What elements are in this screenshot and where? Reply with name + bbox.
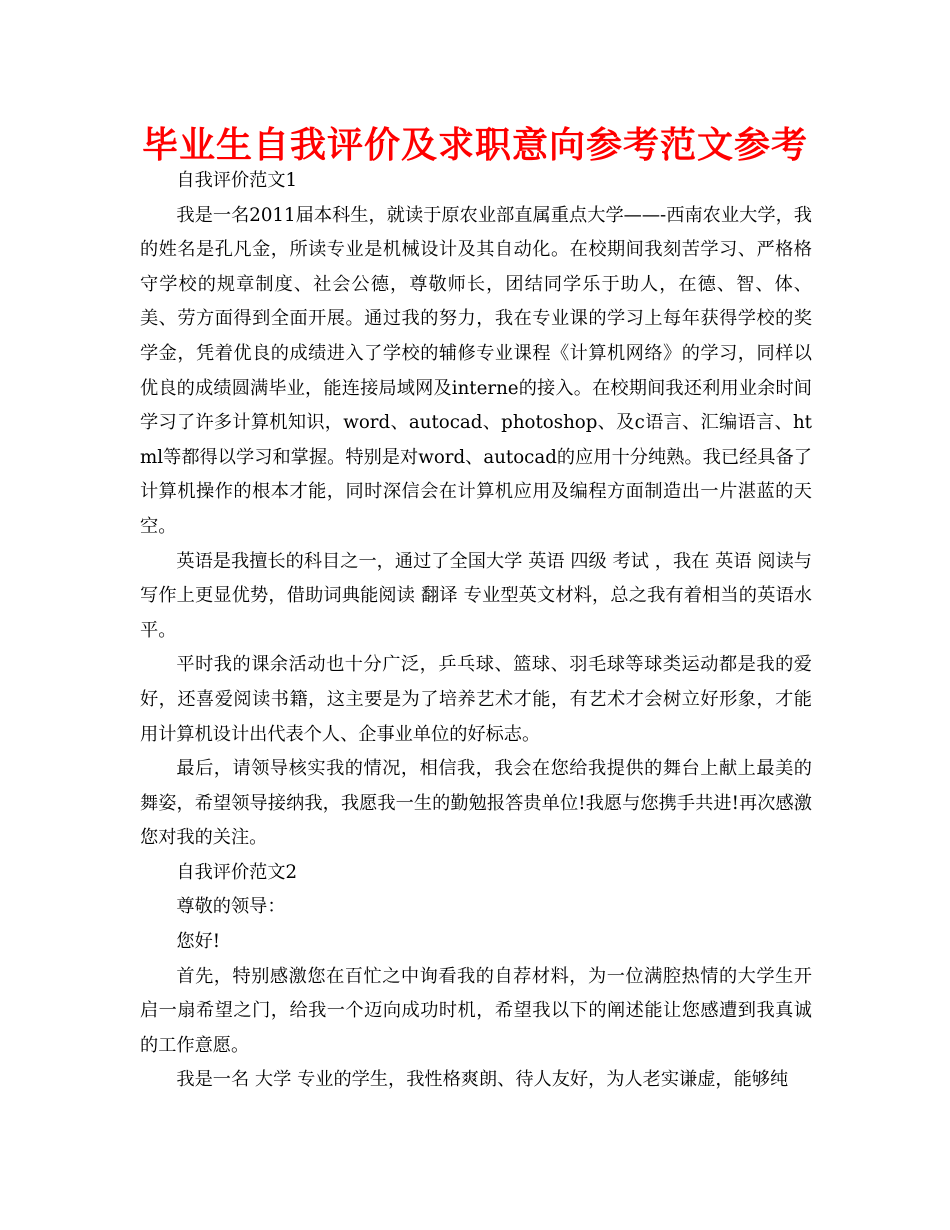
paragraph-intro: 我是一名2011届本科生，就读于原农业部直属重点大学——-西南农业大学，我的姓名是孔凡金，所读专业是机械设计及其自动化。在校期间我刻苦学习、严格格守学校的规章制度、社会公德，尊敬师长，团结同学乐于助人，在德、智、体、美、劳方面得到全面开展。通过我的努力，我在专业课的学习上每年获得学校的奖学金，凭着优良的成绩进入了学校的辅修专业课程《计算机网络》的学习，同样以优良的成绩圆满毕业，能连接局域网及interne的接入。在校期间我还利用业余时间学习了许多计算机知识，word、autocad、photoshop、及c语言、汇编语言、html等都得以学习和掌握。特别是对word、autocad的应用十分纯熟。我已经具备了计算机操作的根本才能，同时深信会在计算机应用及编程方面制造出一片湛蓝的天空。 xyxy=(140,204,812,537)
paragraph-thanks: 首先，特别感激您在百忙之中询看我的自荐材料，为一位满腔热情的大学生开启一扇希望之门，给我一个迈向成功时机，希望我以下的阐述能让您感遭到我真诚的工作意愿。 xyxy=(140,965,812,1056)
section-heading-2: 自我评价范文2 xyxy=(176,861,298,883)
section-heading-1: 自我评价范文1 xyxy=(176,170,298,191)
paragraph-closing: 最后，请领导核实我的情况，相信我，我会在您给我提供的舞台上献上最美的舞姿，希望领导接纳我，我愿我一生的勤勉报答贵单位!我愿与您携手共进!再次感激您对我的关注。 xyxy=(140,758,812,849)
paragraph-english: 英语是我擅长的科目之一，通过了全国大学 英语 四级 考试 ，我在 英语 阅读与写作上更显优势，借助词典能阅读 翻译 专业型英文材料，总之我有着相当的英语水平。 xyxy=(140,550,812,641)
paragraph-self-intro: 我是一名 大学 专业的学生，我性格爽朗、待人友好，为人老实谦虚，能够纯 xyxy=(176,1069,789,1091)
document-body xyxy=(140,164,812,1098)
greeting: 您好! xyxy=(176,931,221,953)
document-title: 毕业生自我评价及求职意向参考范文参考 xyxy=(141,125,808,166)
paragraph-hobbies: 平时我的课余活动也十分广泛，乒乓球、篮球、羽毛球等球类运动都是我的爱好，还喜爱阅读书籍，这主要是为了培养艺术才能，有艺术才会树立好形象，才能用计算机设计出代表个人、企事业单位的好标志。 xyxy=(140,654,812,745)
salutation: 尊敬的领导： xyxy=(176,896,286,918)
